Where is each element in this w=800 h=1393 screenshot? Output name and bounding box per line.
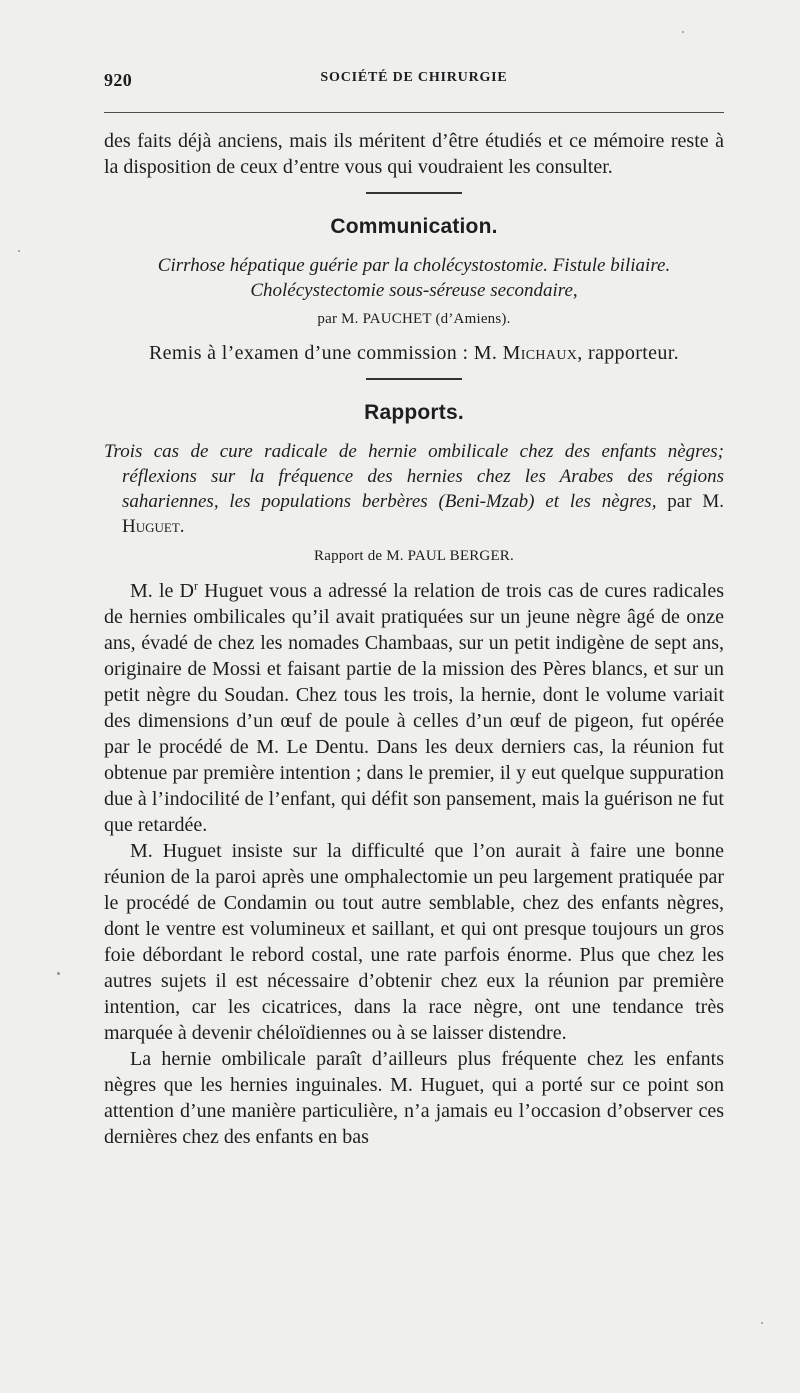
running-head [104, 70, 724, 96]
communication-title-line-2: Cholécystectomie sous-séreuse secondaire, [250, 280, 578, 301]
author-place: (d’Amiens). [435, 311, 511, 327]
commission-referral [104, 340, 724, 366]
report-title-by: par M. [667, 491, 725, 512]
report-title-author: Huguet [122, 516, 180, 537]
paper-speck [761, 1322, 763, 1324]
paper-speck [57, 972, 60, 975]
paragraph-1-start: M. le D [130, 580, 194, 602]
doctor-abbreviation-superscript: r [194, 578, 198, 593]
communication-author [104, 309, 724, 330]
running-title: SOCIÉTÉ DE CHIRURGIE [320, 70, 508, 85]
page-number: 920 [104, 70, 133, 90]
referral-prefix: Remis à l’examen d’une commission : M. [148, 342, 498, 364]
section-divider [366, 192, 462, 194]
report-title-end: . [179, 516, 185, 537]
referral-suffix: , rapporteur. [577, 342, 680, 364]
communication-title-line-1: Cirrhose hépatique guérie par la cholécystostomie. Fistule biliaire. [157, 255, 671, 276]
author-name: PAUCHET [362, 311, 432, 327]
body-paragraph-2: M. Huguet insiste sur la difficulté que l’on aurait à faire une bonne réunion de la paroi après une omphalectomie un peu largement pratiquée par le procédé de Condamin ou tout autre semblable, chez des enfants nègres, dont le ventre est volumineux et saillant, et qui ont presque toujours un gros foie débordant le rebord costal, une rate parfois énorme. Plus que chez les autres sujets il est nécessaire d’obtenir chez eux la réunion par première intention, car les cicatrices, dans la race nègre, ont une tendance très marquée à devenir chéloïdiennes ou à se laisser distendre. [104, 840, 724, 1044]
paragraph-1-rest: Huguet vous a adressé la relation de trois cas de cures radicales de hernies ombilicales qu’il avait pratiquées sur un jeune nègre âgé de onze ans, évadé de chez les nomades Chambaas, sur un petit indigène de sept ans, originaire de Mossi et faisant partie de la mission des Pères blancs, et sur un petit nègre du Soudan. Chez tous les trois, la hernie, dont le volume variait des dimensions d’un œuf de poule à celles d’un œuf de pigeon, fut opérée par le procédé de M. Le Dentu. Dans les deux derniers cas, la réunion fut obtenue par première intention ; dans le premier, il y eut quelque suppuration due à l’indocilité de l’enfant, qui défit son pansement, mais la guérison ne fut que retardée. [104, 580, 724, 836]
referral-name: Michaux [502, 342, 578, 364]
body-paragraph-3: La hernie ombilicale paraît d’ailleurs plus fréquente chez les enfants nègres que les hernies inguinales. M. Huguet, qui a porté sur ce point son attention d’une manière particulière, n’a jamais eu l’occasion d’observer ces dernières chez des enfants en bas [104, 1048, 724, 1148]
report-title [104, 439, 724, 539]
communication-heading: Communication. [330, 215, 498, 238]
header-rule [104, 112, 724, 113]
body-paragraph-1 [104, 578, 724, 838]
report-author: Rapport de M. PAUL BERGER. [314, 548, 514, 564]
rapports-heading: Rapports. [364, 401, 464, 424]
article-body [104, 128, 724, 1150]
report-title-italic: Trois cas de cure radicale de hernie ombilicale chez des enfants nègres; réflexions sur la fréquence des hernies chez les Arabes des régions sahariennes, les populations berbères (Beni-Mzab) et les nègres, [104, 441, 724, 512]
continued-paragraph: des faits déjà anciens, mais ils méritent d’être étudiés et ce mémoire reste à la disposition de ceux d’entre vous qui voudraient les consulter. [104, 130, 724, 178]
paper-speck [682, 31, 684, 33]
section-divider [366, 378, 462, 380]
author-prefix: par M. [317, 311, 359, 327]
paper-speck [18, 250, 20, 252]
